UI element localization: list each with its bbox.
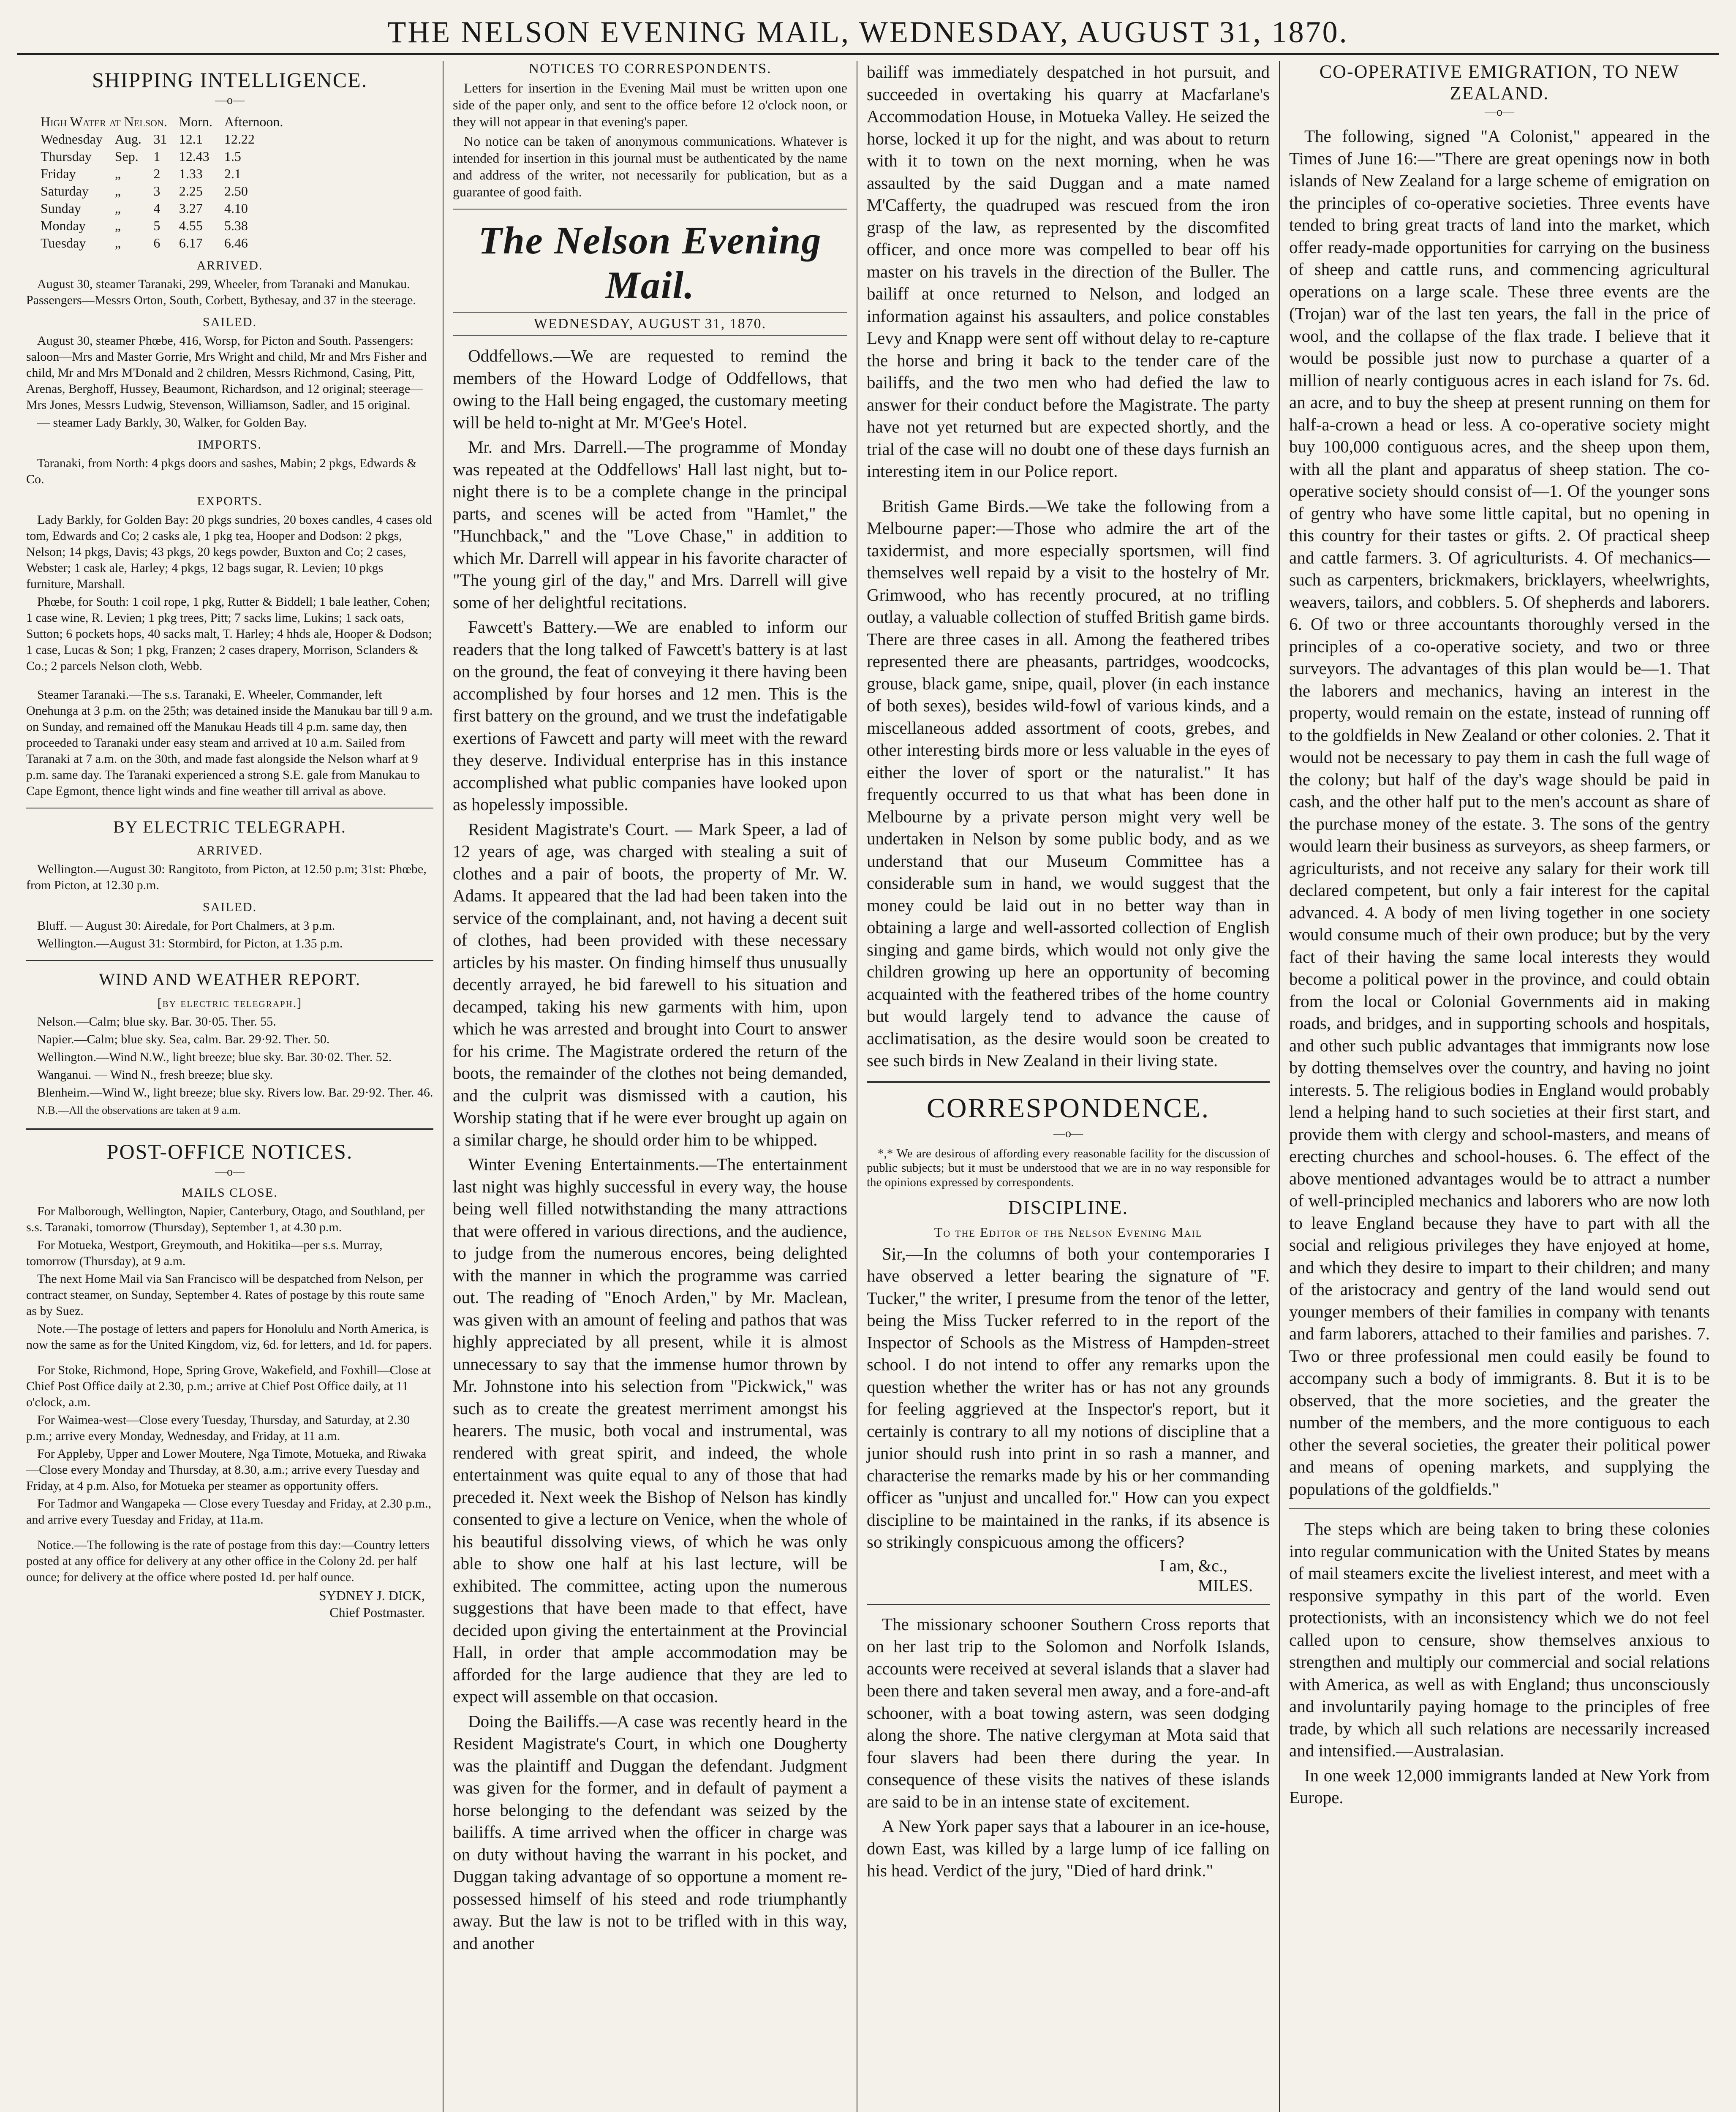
divider: [1289, 1508, 1710, 1509]
weather-item: Blenheim.—Wind W., light breeze; blue sky. Rivers low. Bar. 29·92. Ther. 46.: [37, 1086, 433, 1100]
tide-cell-date: 31: [153, 131, 167, 147]
telegraph-title: BY ELECTRIC TELEGRAPH.: [113, 817, 346, 836]
divider: [26, 1128, 433, 1130]
shipping-ornament: —o—: [215, 94, 245, 107]
tide-cell-aft: 5.38: [224, 218, 248, 233]
sailed-text: August 30, steamer Phœbe, 416, Worsp, for Picton and South. Passengers: saloon—Mrs and Master Gorrie, Mrs Wright and child, Mr and Mrs Fisher and child, Mr and Mrs M'Donald and 2 children, Messrs Richmond, Casing, Pitt, Arenas, Berghoff, Hussey, Beaumont, Richardson, and 12 original; steerage—Mrs Jones, Messrs Ludwig, Stevenson, Williamson, Sadler, and 15 original.: [26, 334, 427, 412]
tide-row: [35, 182, 289, 200]
weather-item: Napier.—Calm; blue sky. Sea, calm. Bar. 29·92. Ther. 50.: [37, 1032, 330, 1046]
tide-cell-aft: 2.50: [224, 183, 248, 199]
arrived-text: August 30, steamer Taranaki, 299, Wheeler, from Taranaki and Manukau. Passengers—Messrs Orton, South, Corbett, Bythesay, and 37 in the steerage.: [26, 277, 416, 307]
postmaster-title: Chief Postmaster.: [329, 1605, 425, 1620]
article: Doing the Bailiffs.—A case was recently heard in the Resident Magistrate's Court, in which one Dougherty was the plaintiff and Duggan the defendant. Judgment was given for the former, and in default of payment a horse belonging to the defendant was seized by the bailiffs. A time arrived when the officer in charge was on duty without having the warrant in his pocket, and Duggan taking advantage of so opportune a moment re-possessed himself of his steed and rode triumphantly away. But the law is not to be trifled with in this way, and another: [453, 1711, 847, 1953]
shipping-title: SHIPPING INTELLIGENCE.: [92, 68, 368, 92]
post-item: Note.—The postage of letters and papers for Honolulu and North America, is now the same as for the United Kingdom, viz, 6d. for letters, and 1d. for papers.: [26, 1322, 432, 1352]
tide-row: [35, 234, 289, 252]
tide-row: [35, 165, 289, 182]
tide-cell-date: 5: [153, 218, 161, 233]
tide-cell-day: Wednesday: [41, 131, 103, 147]
exports-text-2: Phœbe, for South: 1 coil rope, 1 pkg, Rutter & Biddell; 1 bale leather, Cohen; 1 case wine, R. Levien; 1 pkg trees, Pitt; 7 sacks lime, Lukins; 1 sack oats, Sutton; 6 pockets hops, 40 sacks malt, T. Harley; 4 hhds ale, Hooper & Dodson; 1 case, Lucas & Son; 1 pkg, Franzen; 2 cases drapery, Morrison, Sclanders & Co.; 2 parcels Nelson cloth, Webb.: [26, 595, 432, 673]
tide-cell-month: Sep.: [114, 149, 139, 164]
tide-cell-aft: 6.46: [224, 235, 248, 250]
weather-note: N.B.—All the observations are taken at 9 a.m.: [37, 1104, 241, 1116]
tide-row: [35, 148, 289, 165]
post-item: For Waimea-west—Close every Tuesday, Thursday, and Saturday, at 2.30 p.m.; arrive every Monday, Wednesday, and Friday, at 11 a.m.: [26, 1413, 410, 1443]
tide-row: [35, 200, 289, 217]
column-4: [1280, 61, 1719, 2112]
tide-cell-month: „: [114, 183, 121, 199]
exports-heading: EXPORTS.: [197, 494, 263, 508]
weather-item: Nelson.—Calm; blue sky. Bar. 30·05. Ther. 55.: [37, 1015, 276, 1029]
article: A New York paper says that a labourer in an ice-house, down East, was killed by a large lump of ice falling on his head. Verdict of the jury, "Died of hard drink.": [867, 1816, 1270, 1880]
arrived-heading: ARRIVED.: [196, 259, 263, 272]
tide-cell-morn: 12.1: [179, 131, 203, 147]
masthead-rule: [17, 53, 1719, 55]
letter-signature: MILES.: [1198, 1576, 1253, 1595]
tide-cell-day: Saturday: [41, 183, 89, 199]
tide-cell-aft: 12.22: [224, 131, 255, 147]
post-item: For Appleby, Upper and Lower Moutere, Nga Timote, Motueka, and Riwaka—Close every Monday and Thursday, at 8.30, a.m.; arrive every Tuesday and Friday, at 4 p.m. Also, for Motueka per steamer as opportunity offers.: [26, 1447, 427, 1493]
telegraph-sailed-2: Wellington.—August 31: Stormbird, for Picton, at 1.35 p.m.: [37, 936, 343, 950]
tide-cell-date: 6: [153, 235, 161, 250]
post-title: POST-OFFICE NOTICES.: [106, 1140, 353, 1163]
letter-closing: I am, &c.,: [1159, 1556, 1227, 1575]
exports-text: Lady Barkly, for Golden Bay: 20 pkgs sundries, 20 boxes candles, 4 cases old tom, Edwards and Co; 2 casks ale, 1 pkg tea, Hooper and Dodson: 2 pkgs, Nelson; 14 pkgs, Davis; 43 pkgs, 20 kegs powder, Buxton and Co; 2 cases, Webster; 1 cask ale, Harley; 4 pkgs, 12 bags sugar, R. Levien; 10 pkgs furniture, Marshall.: [26, 513, 432, 591]
column-2: [444, 61, 857, 2112]
weather-item: Wellington.—Wind N.W., light breeze; blue sky. Bar. 30·02. Ther. 52.: [37, 1050, 392, 1064]
tide-cell-morn: 4.55: [179, 218, 203, 233]
tide-header-aft: Afternoon.: [224, 114, 283, 129]
article: British Game Birds.—We take the following from a Melbourne paper:—Those who admire the art of the taxidermist, and more especially sportsmen, will find themselves well repaid by a visit to the hostelry of Mr. Grimwood, who has recently procured, at no trifling outlay, a valuable collection of stuffed British game birds. There are three cases in all. Among the feathered tribes represented there are pheasants, partridges, woodcocks, grouse, black game, snipe, quail, plover (in each instance of both sexes), besides wild-fowl of various kinds, and a miscellaneous added assortment of coots, grebes, and other interesting birds more or less valuable in the eyes of either the lover of sport or the naturalist." It has frequently occurred to us that what has been done in Melbourne by a private person might very well be undertaken in Nelson by some public body, and as we understand that our Museum Committee has a considerable sum in hand, we would suggest that the money could be laid out in no better way than in obtaining a large and well-assorted collection of English singing and game birds, which would not only give the children growing up here an opportunity of becoming acquainted with the feathered tribes of the home country but would largely tend to advance the cause of acclimatisation, as the desire would soon be created to see such birds in New Zealand in their living state.: [867, 496, 1270, 1070]
weather-title: WIND AND WEATHER REPORT.: [99, 970, 361, 989]
telegraph-arrived-text: Wellington.—August 30: Rangitoto, from Picton, at 12.50 p.m; 31st: Phœbe, from Picton, at 12.30 p.m.: [26, 862, 427, 892]
post-item: Notice.—The following is the rate of postage from this day:—Country letters posted at any office for delivery at any other office in the Colony 2d. per half ounce; for delivery at the office where posted 1d. per half ounce.: [26, 1538, 430, 1584]
tide-cell-day: Thursday: [41, 149, 92, 164]
tide-cell-date: 4: [153, 201, 161, 216]
mails-close-heading: MAILS CLOSE.: [182, 1186, 278, 1200]
tide-row: [35, 131, 289, 148]
emigration-title: CO-OPERATIVE EMIGRATION, TO NEW ZEALAND.: [1319, 61, 1680, 103]
post-ornament: —o—: [215, 1165, 245, 1178]
article: The missionary schooner Southern Cross reports that on her last trip to the Solomon and Norfolk Islands, accounts were received at several islands that a slaver had been there and taken several men away, and a fore-and-aft schooner, with a boat towing astern, was seen dodging along the shore. The native clergyman at Mota said that four slavers had been there during the year. In consequence of these visits the natives of these islands are said to be in an intense state of excitement.: [867, 1614, 1270, 1811]
postmaster-name: SYDNEY J. DICK,: [318, 1588, 425, 1603]
correspondence-disclaimer: *,* We are desirous of affording every reasonable facility for the discussion of public subjects; but it must be understood that we are in no way responsible for the opinions expressed by correspondents.: [867, 1146, 1270, 1189]
tide-cell-date: 1: [153, 149, 161, 164]
tide-row: [35, 217, 289, 234]
tide-cell-aft: 2.1: [224, 166, 241, 181]
post-item: The next Home Mail via San Francisco will be despatched from Nelson, per contract steamer, on Sunday, September 4. Rates of postage by this route same as by Suez.: [26, 1272, 424, 1318]
tide-header-morn: Morn.: [179, 114, 212, 129]
correspondence-ornament: —o—: [1053, 1127, 1083, 1140]
sailed-text-2: — steamer Lady Barkly, 30, Walker, for Golden Bay.: [37, 416, 307, 430]
letter-addressee: To the Editor of the Nelson Evening Mail: [934, 1224, 1203, 1240]
columns: [17, 61, 1719, 2112]
article: Winter Evening Entertainments.—The entertainment last night was highly successful in every way, the house being well filled notwithstanding the many attractions that were offered in various directions, and the audience, to judge from the numerous encores, being delighted with the manner in which the programme was carried out. The reading of "Enoch Arden," by Mr. Maclean, was given with an amount of feeling and pathos that was highly appreciated by all present, while it is almost unnecessary to say that the immense humor thrown by Mr. Johnstone into his selection from "Pickwick," was such as to create the greatest merriment amongst his hearers. The music, both vocal and instrumental, was rendered with great spirit, and indeed, the whole entertainment was quite equal to any of those that had preceded it. Next week the Bishop of Nelson has kindly consented to give a lecture on Venice, when the whole of his beautiful dissolving views, of which he was only able to show one half at his last lecture, will be exhibited. The committee, acting upon the numerous suggestions that have been made to that effect, have decided upon giving the entertainment at the Provincial Hall, in order that ample accommodation may be afforded for the large audience that they are led to expect will assemble on that occasion.: [453, 1154, 847, 1706]
steamer-report: Steamer Taranaki.—The s.s. Taranaki, E. Wheeler, Commander, left Onehunga at 3 p.m. on the 25th; was detained inside the Manukau bar till 9 a.m. on Sunday, and remained off the Manukau Heads till 4 p.m. same day, then proceeded to Taranaki under easy steam and arrived at 10 a.m. Sailed from Taranaki at 7 a.m. on the 30th, and made fast alongside the Nelson wharf at 9 p.m. same day. The Taranaki experienced a strong S.E. gale from Manukau to Cape Egmont, thence light winds and fine weather till arrival as above.: [26, 688, 433, 798]
article: Resident Magistrate's Court. — Mark Speer, a lad of 12 years of age, was charged with stealing a suit of clothes and a pair of boots, the property of Mr. W. Adams. It appeared that the lad had been taken into the service of the complainant, and, not having a decent suit of clothes, had been provided with these necessary articles by his master. On finding himself thus unusually decently arrayed, he bid farewell to his situation and decamped, taking his new garments with him, upon which he was arrested and brought into Court to answer for his crime. The Magistrate ordered the return of the boots, the remainder of the clothes not being demanded, and the culprit was dismissed with a caution, his Worship stating that if he were ever brought up again on a similar charge, he should order him to be whipped.: [453, 819, 847, 1149]
telegraph-arrived-heading: ARRIVED.: [196, 844, 263, 857]
column-3: [857, 61, 1280, 2112]
notices-title: NOTICES TO CORRESPONDENTS.: [528, 61, 772, 76]
article: The steps which are being taken to bring these colonies into regular communication with the United States by means of mail steamers excite the liveliest interest, and meet with a responsive sympathy in this part of the world. Even protectionists, with an inconsistency which we do not feel called upon to censure, show themselves anxious to strengthen and multiply our commercial and social relations with America, as well as with England; thus unconsciously and involuntarily paying homage to the principles of free trade, by which all such relations are necessarily increased and intensified.—Australasian.: [1289, 1519, 1710, 1760]
letter-body: Sir,—In the columns of both your contemporaries I have observed a letter bearing the signature of "F. Tucker," the writer, I presume from the tenor of the letter, being the Miss Tucker referred to in the report of the Inspector of Schools as the Mistress of Hampden-street school. I do not intend to offer any remarks upon the question whether the writer has or has not any grounds for feeling aggrieved at the Inspector's report, but it certainly is contrary to all my notions of discipline that a junior should rush into print in so rash a manner, and characterise the remarks made by his or her commanding officer as "unjust and uncalled for." How can you expect discipline to be maintained in the ranks, if its absence is so strikingly conspicuous among the officers?: [867, 1244, 1270, 1551]
sailed-heading: SAILED.: [202, 315, 257, 329]
tide-cell-month: Aug.: [114, 131, 141, 147]
tide-cell-morn: 12.43: [179, 149, 210, 164]
tide-caption: High Water at Nelson.: [41, 114, 167, 129]
article: Mr. and Mrs. Darrell.—The programme of Monday was repeated at the Oddfellows' Hall last night, but to-night there is to be a complete change in the principal parts, and scenes will be acted from "Hamlet," the "Hunchback," and the "Love Chase," in addition to which Mr. Darrell will appear in his favorite character of "The young girl of the day," and Mrs. Darrell will give some of her delightful recitations.: [453, 437, 847, 612]
telegraph-sailed-1: Bluff. — August 30: Airedale, for Port Chalmers, at 3 p.m.: [37, 919, 335, 933]
divider: [453, 209, 847, 210]
tide-cell-month: „: [114, 201, 121, 216]
paper-date: WEDNESDAY, AUGUST 31, 1870.: [453, 312, 847, 336]
post-item: For Tadmor and Wangapeka — Close every Tuesday and Friday, at 2.30 p.m., and arrive every Tuesday and Friday, at 11a.m.: [26, 1497, 432, 1527]
notices-p2: No notice can be taken of anonymous communications. Whatever is intended for insertion in this journal must be authenticated by the name and address of the writer, not necessarily for publication, but as a guarantee of good faith.: [453, 133, 847, 199]
tide-cell-aft: 1.5: [224, 149, 241, 164]
column-1: [17, 61, 444, 2112]
weather-sub: [by electric telegraph.]: [157, 996, 302, 1010]
divider: [867, 1081, 1270, 1083]
tide-table: [35, 113, 289, 252]
weather-item: Wanganui. — Wind N., fresh breeze; blue sky.: [37, 1068, 273, 1082]
divider: [26, 960, 433, 961]
tide-cell-morn: 6.17: [179, 235, 203, 250]
tide-cell-day: Friday: [41, 166, 76, 181]
imports-heading: IMPORTS.: [198, 438, 262, 452]
article: In one week 12,000 immigrants landed at New York from Europe.: [1289, 1765, 1710, 1807]
tide-cell-morn: 2.25: [179, 183, 203, 199]
tide-cell-day: Tuesday: [41, 235, 86, 250]
emigration-body: The following, signed "A Colonist," appeared in the Times of June 16:—"There are great openings now in both islands of New Zealand for a large scheme of emigration on the principles of co-operative societies. Three events have tended to bring great tracts of land into the market, which offer ready-made opportunities for carrying on the business of sheep and cattle runs, and commencing agricultural operations on a large scale. These three events are the (Trojan) war of the last ten years, the fall in the price of wool, and the collapse of the flax trade. I believe that it would be possible just now to purchase a quarter of a million of nearly contiguous acres in each island for 7s. 6d. an acre, and to buy the sheep at present running on them for half-a-crown a head or less. A co-operative society might buy 100,000 contiguous acres, and the sheep upon them, with all the plant and apparatus of sheep station. The co-operative society should consist of—1. Of the younger sons of gentry who have some little capital, but no opening in this country for their tastes or gifts. 2. Of practical sheep and cattle farmers. 3. Of agriculturists. 4. Of mechanics—such as carpenters, brickmakers, bricklayers, wheelwrights, weavers, tailors, and cobblers. 5. Of shepherds and laborers. 6. Of two or three accountants thoroughly versed in the principles of a co-operative society, and two or three surveyors. The advantages of this plan would be—1. That the laborers and mechanics, having an interest in the property, would remain on the estate, instead of running off to the goldfields in New Zealand or other colonies. 2. That it would not be necessary to pay them in cash the full wage of the colony; but half of the day's wage should be paid in cash, and the other half put to the men's account as share of the purchase money of the estate. 3. The sons of the gentry would learn their business as surveyors, as sheep farmers, or agriculturists, and not receive any salary for their work till declared competent, but only a fair interest for the capital advanced. 4. A body of men living together in one society would consume much of their own produce; but by the very fact of their having the same local interests they would become a political power in the province, and could obtain from the local or Colonial Governments aid in making roads, and bridges, and in supporting schools and hospitals, and other such public advantages that immigrants now lose by dotting themselves over the country, and having no joint interests. 5. The religious bodies in England would probably lend a helping hand to such societies at their first start, and provide them with clergy and school-masters, and means of erecting churches and school-houses. 6. The effect of the above mentioned advantages would be to attract a number of well-principled mechanics and laborers who are now loth to leave England because they have to part with all the social and religious privileges they have enjoyed at home, and which they desire to impart to their children; and many of the aristocracy and gentry of the land would send out younger members of their families in company with tenants and farm laborers, attached to their families and parishes. 7. Two or three professional men could easily be found to accompany such a body of immigrants. 8. But it is to be observed, that the more societies, and the greater the number of the members, and the more contiguous to each other the several societies, the greater their political power and means of opening markets, and supplying the populations of the goldfields.": [1289, 126, 1710, 1499]
article: bailiff was immediately despatched in hot pursuit, and succeeded in overtaking his quarry at Macfarlane's Accommodation House, in Motueka Valley. He seized the horse, locked it up for the night, and was about to return with it to town on the next morning, when he was assaulted by the said Duggan and a mate named M'Cafferty, the quadruped was rescued from the iron grasp of the law, as represented by the discomfited officer, and once more was compelled to bear off his master on his travels in the direction of the Buller. The bailiff at once returned to Nelson, and lodged an information against his assaulters, and police constables Levy and Knapp were sent off without delay to re-capture the horse and bring it back to the tender care of the bailiffs, and the two men who had defied the law to answer for their conduct before the Magistrate. The party have not yet returned but are expected shortly, and the trial of the case will no doubt one of these days furnish an interesting item in our Police report.: [867, 62, 1270, 481]
paper-title: The Nelson Evening Mail.: [478, 219, 822, 307]
imports-text: Taranaki, from North: 4 pkgs doors and sashes, Mabin; 2 pkgs, Edwards & Co.: [26, 456, 417, 486]
tide-cell-day: Sunday: [41, 201, 81, 216]
masthead: THE NELSON EVENING MAIL, WEDNESDAY, AUGUST 31, 1870.: [387, 15, 1349, 49]
tide-cell-morn: 3.27: [179, 201, 203, 216]
tide-cell-day: Monday: [41, 218, 86, 233]
tide-cell-month: „: [114, 218, 121, 233]
tide-cell-date: 2: [153, 166, 161, 181]
notices-p1: Letters for insertion in the Evening Mail must be written upon one side of the paper only, and sent to the office before 12 o'clock noon, or they will not appear in that evening's paper.: [453, 80, 847, 129]
article: Fawcett's Battery.—We are enabled to inform our readers that the long talked of Fawcett's battery is at last on the ground, the feat of conveying it there having been accomplished by four horses and 12 men. This is the first battery on the ground, and we trust the indefatigable exertions of Fawcett and party will meet with the reward they deserve. Individual enterprise has in this instance accomplished what public companies have looked upon as hopelessly impossible.: [453, 617, 847, 814]
tide-cell-month: „: [114, 235, 121, 250]
tide-cell-morn: 1.33: [179, 166, 203, 181]
tide-cell-date: 3: [153, 183, 161, 199]
article: Oddfellows.—We are requested to remind the members of the Howard Lodge of Oddfellows, that owing to the Hall being engaged, the customary meeting will be held to-night at Mr. M'Gee's Hotel.: [453, 346, 847, 432]
letter-title: DISCIPLINE.: [1008, 1196, 1128, 1218]
post-item: For Malborough, Wellington, Napier, Canterbury, Otago, and Southland, per s.s. Taranaki, tomorrow (Thursday), September 1, at 4.30 p.m.: [26, 1204, 425, 1234]
emigration-ornament: —o—: [1485, 106, 1514, 119]
tide-cell-aft: 4.10: [224, 201, 248, 216]
tide-cell-month: „: [114, 166, 121, 181]
telegraph-sailed-heading: SAILED.: [202, 900, 257, 914]
divider: [867, 1604, 1270, 1605]
post-item: For Stoke, Richmond, Hope, Spring Grove, Wakefield, and Foxhill—Close at Chief Post Office daily at 2.30, p.m.; arrive at Chief Post Office daily, at 11 o'clock, a.m.: [26, 1363, 431, 1409]
correspondence-title: CORRESPONDENCE.: [926, 1092, 1210, 1124]
post-item: For Motueka, Westport, Greymouth, and Hokitika—per s.s. Murray, tomorrow (Thursday), at 9 a.m.: [26, 1238, 383, 1268]
